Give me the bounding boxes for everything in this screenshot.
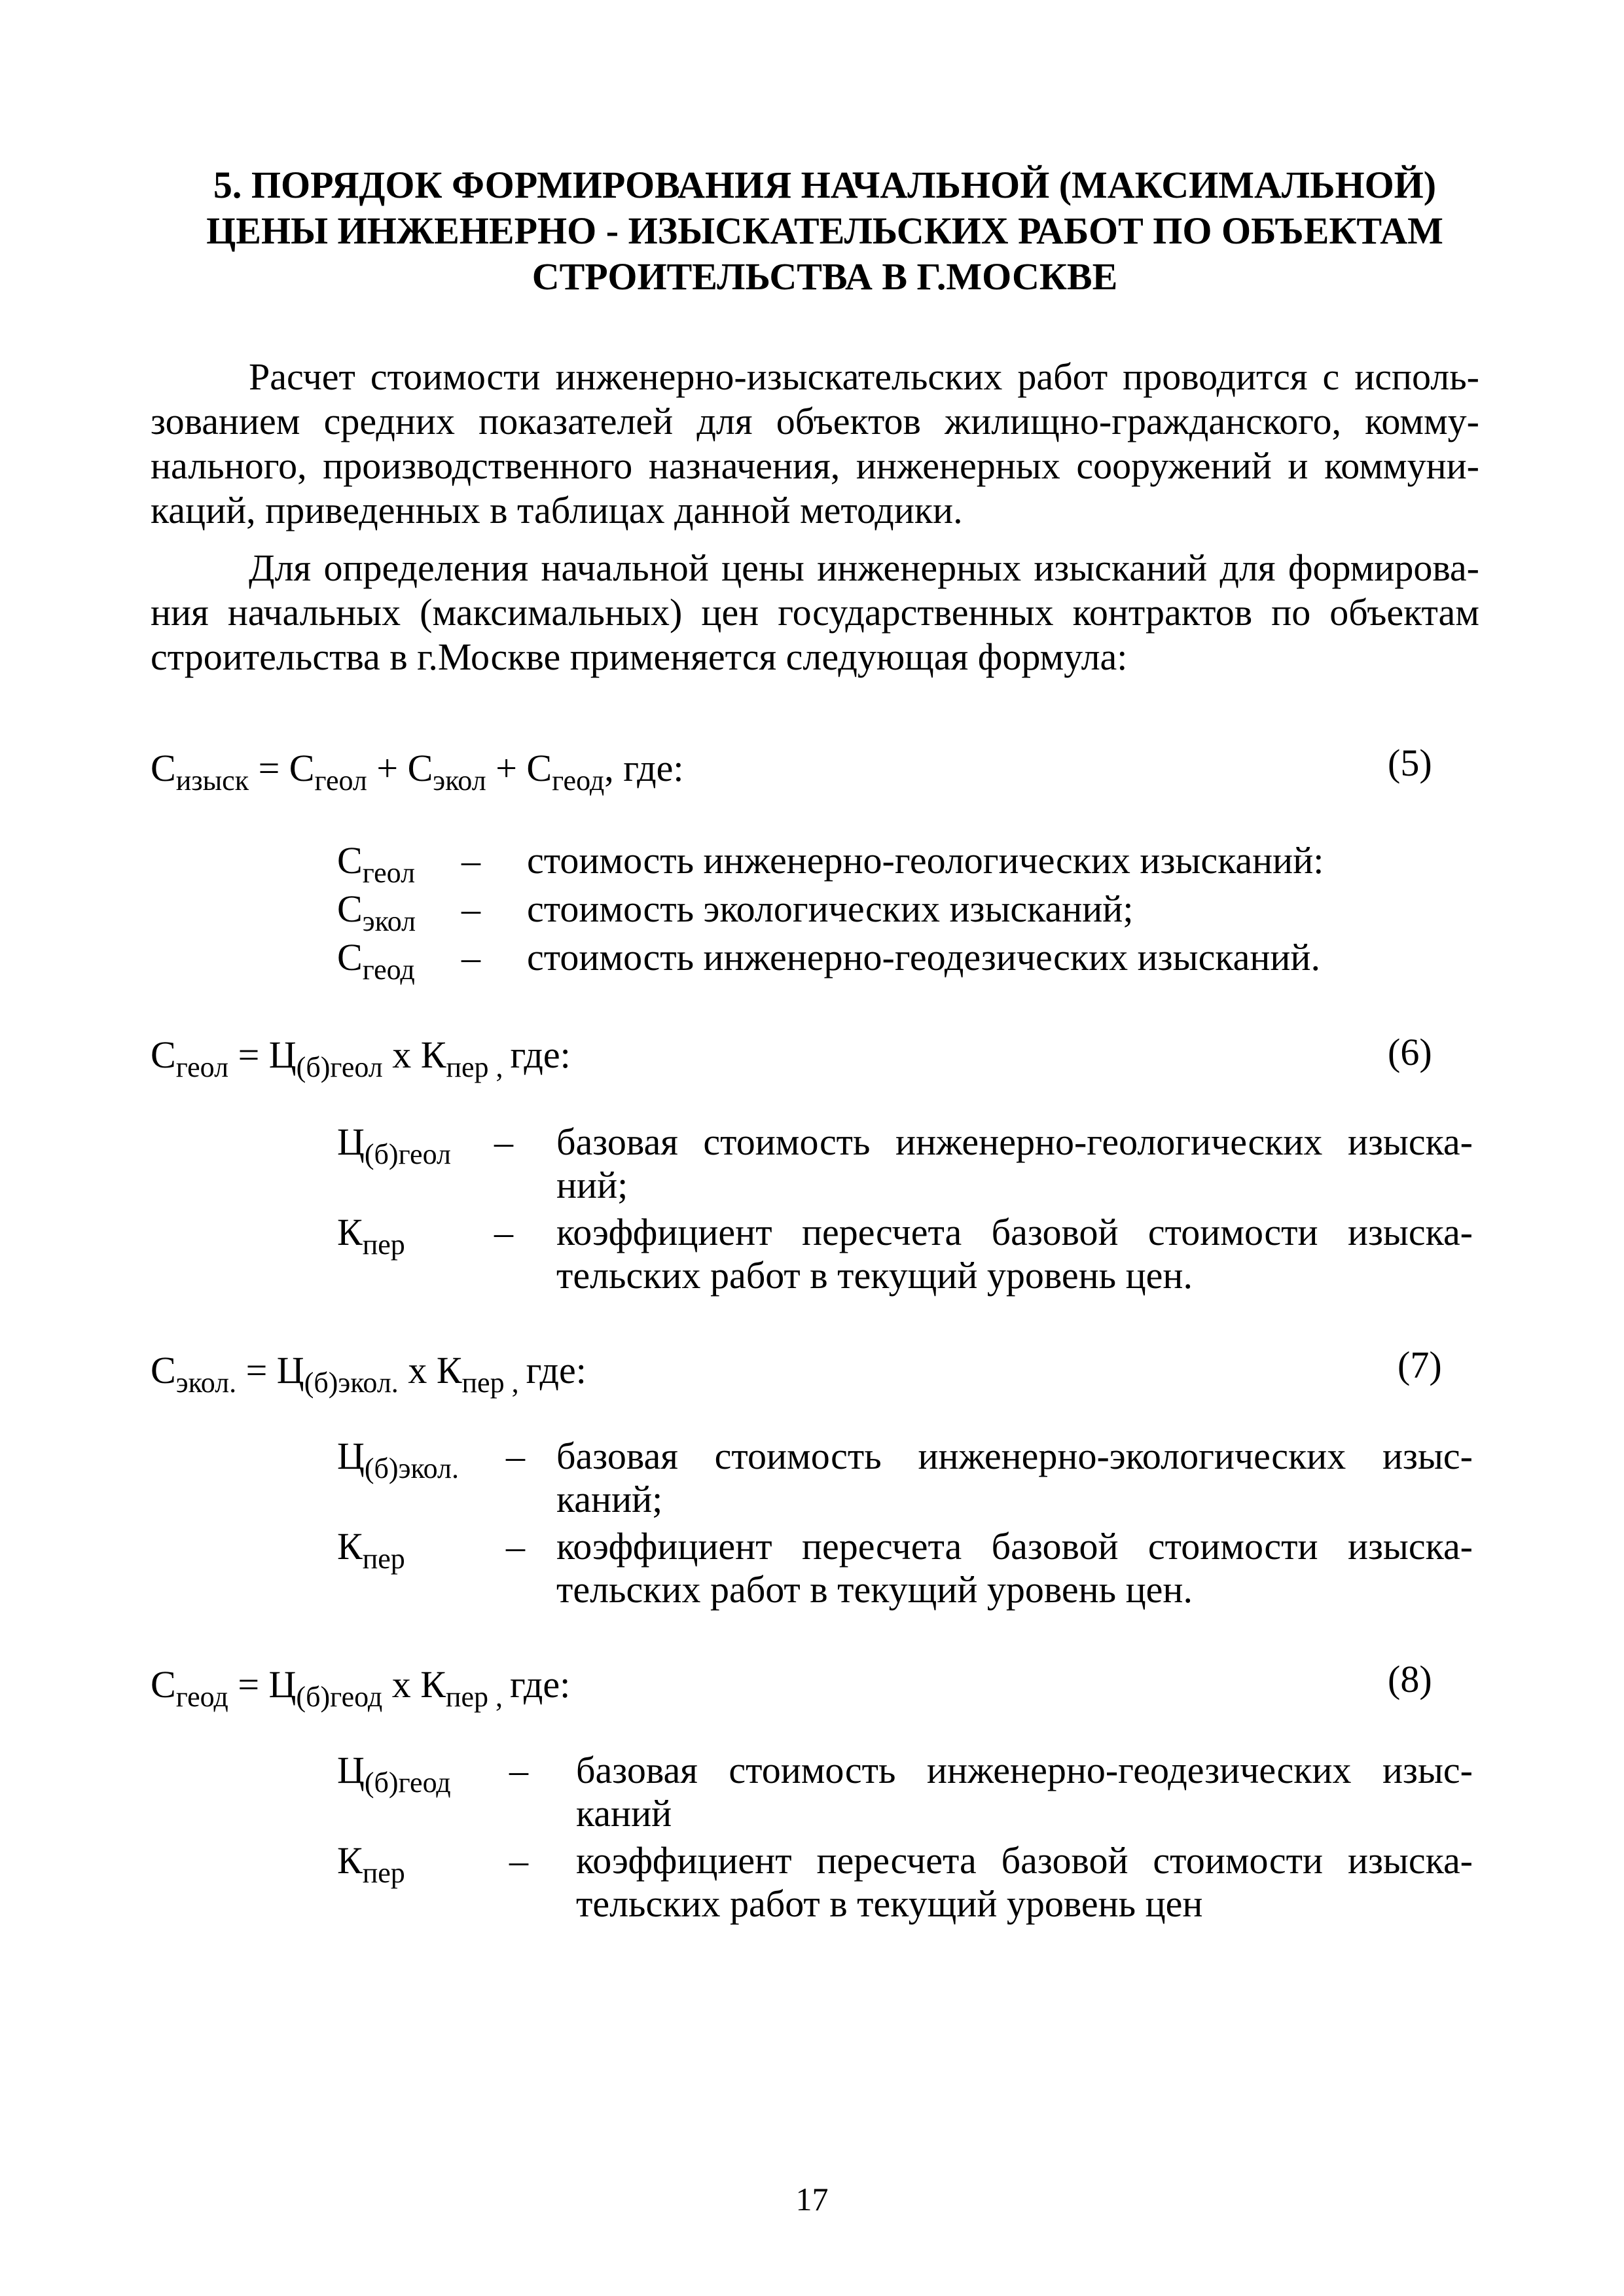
definition-item [337, 1435, 1476, 1526]
formula-symbol: С [151, 747, 176, 789]
def-subscript: геод [362, 954, 415, 986]
formula-text: х К [382, 1033, 446, 1076]
title-line: 5. ПОРЯДОК ФОРМИРОВАНИЯ НАЧАЛЬНОЙ (МАКСИМАЛЬНОЙ) [213, 164, 1437, 206]
paragraph-line: ния начальных (максимальных) цен государственных контрактов по объектам [151, 591, 1479, 634]
def-dash: – [509, 1839, 528, 1882]
def-subscript: пер [362, 1543, 405, 1575]
def-symbol: К [337, 1211, 363, 1253]
formula-text: + С [367, 747, 433, 789]
definition-item [337, 1211, 1476, 1302]
def-symbol: К [337, 1525, 363, 1568]
formula-subscript: геол [314, 764, 367, 797]
definition-item [337, 839, 1384, 891]
def-text: стоимость инженерно-геологических изысканий: [527, 839, 1324, 882]
formula-5 [151, 746, 684, 797]
formula-subscript: изыск [175, 764, 249, 797]
def-subscript: пер [362, 1229, 405, 1261]
formula-text: х К [382, 1663, 446, 1706]
def-text: тельских работ в текущий уровень цен. [556, 1254, 1193, 1297]
definition-item [337, 936, 1384, 988]
formula-8 [151, 1662, 571, 1713]
def-symbol: Ц [337, 1435, 365, 1477]
formula-subscript: геол [175, 1051, 229, 1083]
paragraph-line: Расчет стоимости инженерно-изыскательских работ проводится с исполь- [249, 355, 1479, 398]
formula-text: где: [510, 1033, 571, 1076]
formula-text: = Ц [228, 1033, 297, 1076]
formula-subscript: геод [552, 764, 605, 797]
def-dash: – [461, 839, 480, 882]
formula-subscript: пер , [446, 1051, 511, 1083]
formula-text: х К [398, 1349, 462, 1391]
formula-subscript: геод [175, 1681, 228, 1713]
section-title [151, 162, 1499, 300]
def-text: коэффициент пересчета базовой стоимости изыска- [576, 1839, 1473, 1882]
def-text: коэффициент пересчета базовой стоимости изыска- [556, 1211, 1473, 1253]
def-text: базовая стоимость инженерно-геологических изыска- [556, 1121, 1473, 1163]
paragraph-line: строительства в г.Москве применяется следующая формула: [151, 636, 1128, 678]
formula-subscript: (б)геол [296, 1051, 383, 1083]
def-dash: – [494, 1211, 513, 1253]
formula-symbol: С [151, 1349, 176, 1391]
paragraph-line: нального, производственного назначения, инженерных сооружений и коммуни- [151, 444, 1479, 487]
formula-text: где: [510, 1663, 571, 1706]
formula-text: , где: [604, 747, 684, 789]
definition-item [337, 1839, 1476, 1931]
definition-item [337, 1121, 1476, 1212]
paragraph [151, 546, 1479, 679]
def-subscript: геол [362, 857, 416, 889]
formula-subscript: пер , [445, 1681, 510, 1713]
def-symbol: С [337, 888, 363, 930]
def-dash: – [506, 1435, 525, 1477]
formula-subscript: (б)геод [296, 1681, 383, 1713]
def-dash: – [509, 1749, 528, 1791]
def-symbol: Ц [337, 1749, 365, 1791]
def-text: стоимость инженерно-геодезических изысканий. [527, 936, 1320, 978]
def-dash: – [506, 1525, 525, 1568]
def-symbol: К [337, 1839, 363, 1882]
formula-text: = Ц [236, 1349, 304, 1391]
def-subscript: пер [362, 1857, 405, 1889]
def-text: тельских работ в текущий уровень цен. [556, 1568, 1193, 1611]
def-text: базовая стоимость инженерно-экологических изыс- [556, 1435, 1473, 1477]
title-line: ЦЕНЫ ИНЖЕНЕРНО - ИЗЫСКАТЕЛЬСКИХ РАБОТ ПО ОБЪЕКТАМ [206, 209, 1443, 252]
formula-text: = С [249, 747, 315, 789]
def-text: коэффициент пересчета базовой стоимости изыска- [556, 1525, 1473, 1568]
def-text: базовая стоимость инженерно-геодезических изыс- [576, 1749, 1473, 1791]
def-text: стоимость экологических изысканий; [527, 888, 1134, 930]
def-text: каний; [556, 1478, 663, 1520]
def-symbol: С [337, 936, 363, 978]
equation-number: (5) [1388, 742, 1432, 784]
formula-text: = Ц [228, 1663, 297, 1706]
definition-item [337, 1525, 1476, 1617]
formula-subscript: (б)экол. [304, 1367, 399, 1399]
def-dash: – [461, 936, 480, 978]
def-symbol: Ц [337, 1121, 365, 1163]
equation-number: (6) [1388, 1031, 1432, 1073]
paragraph-line: каций, приведенных в таблицах данной методики. [151, 489, 963, 531]
formula-6 [151, 1033, 571, 1083]
formula-symbol: С [151, 1033, 176, 1076]
formula-subscript: пер , [461, 1367, 526, 1399]
formula-subscript: экол. [175, 1367, 237, 1399]
paragraph-line: Для определения начальной цены инженерных изысканий для формирова- [249, 547, 1479, 589]
formula-text: + С [486, 747, 552, 789]
formula-subscript: экол [433, 764, 486, 797]
paragraph [151, 355, 1479, 533]
definition-item [337, 1749, 1476, 1840]
title-line: СТРОИТЕЛЬСТВА В Г.МОСКВЕ [532, 255, 1118, 298]
def-symbol: С [337, 839, 363, 882]
def-subscript: экол [362, 905, 416, 937]
def-subscript: (б)экол. [364, 1452, 459, 1484]
definition-item [337, 888, 1384, 940]
def-dash: – [461, 888, 480, 930]
equation-number: (7) [1398, 1344, 1442, 1386]
def-text: ний; [556, 1164, 628, 1206]
formula-symbol: С [151, 1663, 176, 1706]
formula-7 [151, 1348, 586, 1399]
formula-text: где: [526, 1349, 586, 1391]
def-text: тельских работ в текущий уровень цен [576, 1882, 1203, 1925]
def-subscript: (б)геод [364, 1767, 451, 1799]
def-subscript: (б)геол [364, 1138, 451, 1170]
page-number: 17 [795, 2181, 829, 2217]
def-dash: – [494, 1121, 513, 1163]
equation-number: (8) [1388, 1658, 1432, 1700]
def-text: каний [576, 1792, 672, 1835]
paragraph-line: зованием средних показателей для объектов жилищно-гражданского, комму- [151, 400, 1479, 442]
